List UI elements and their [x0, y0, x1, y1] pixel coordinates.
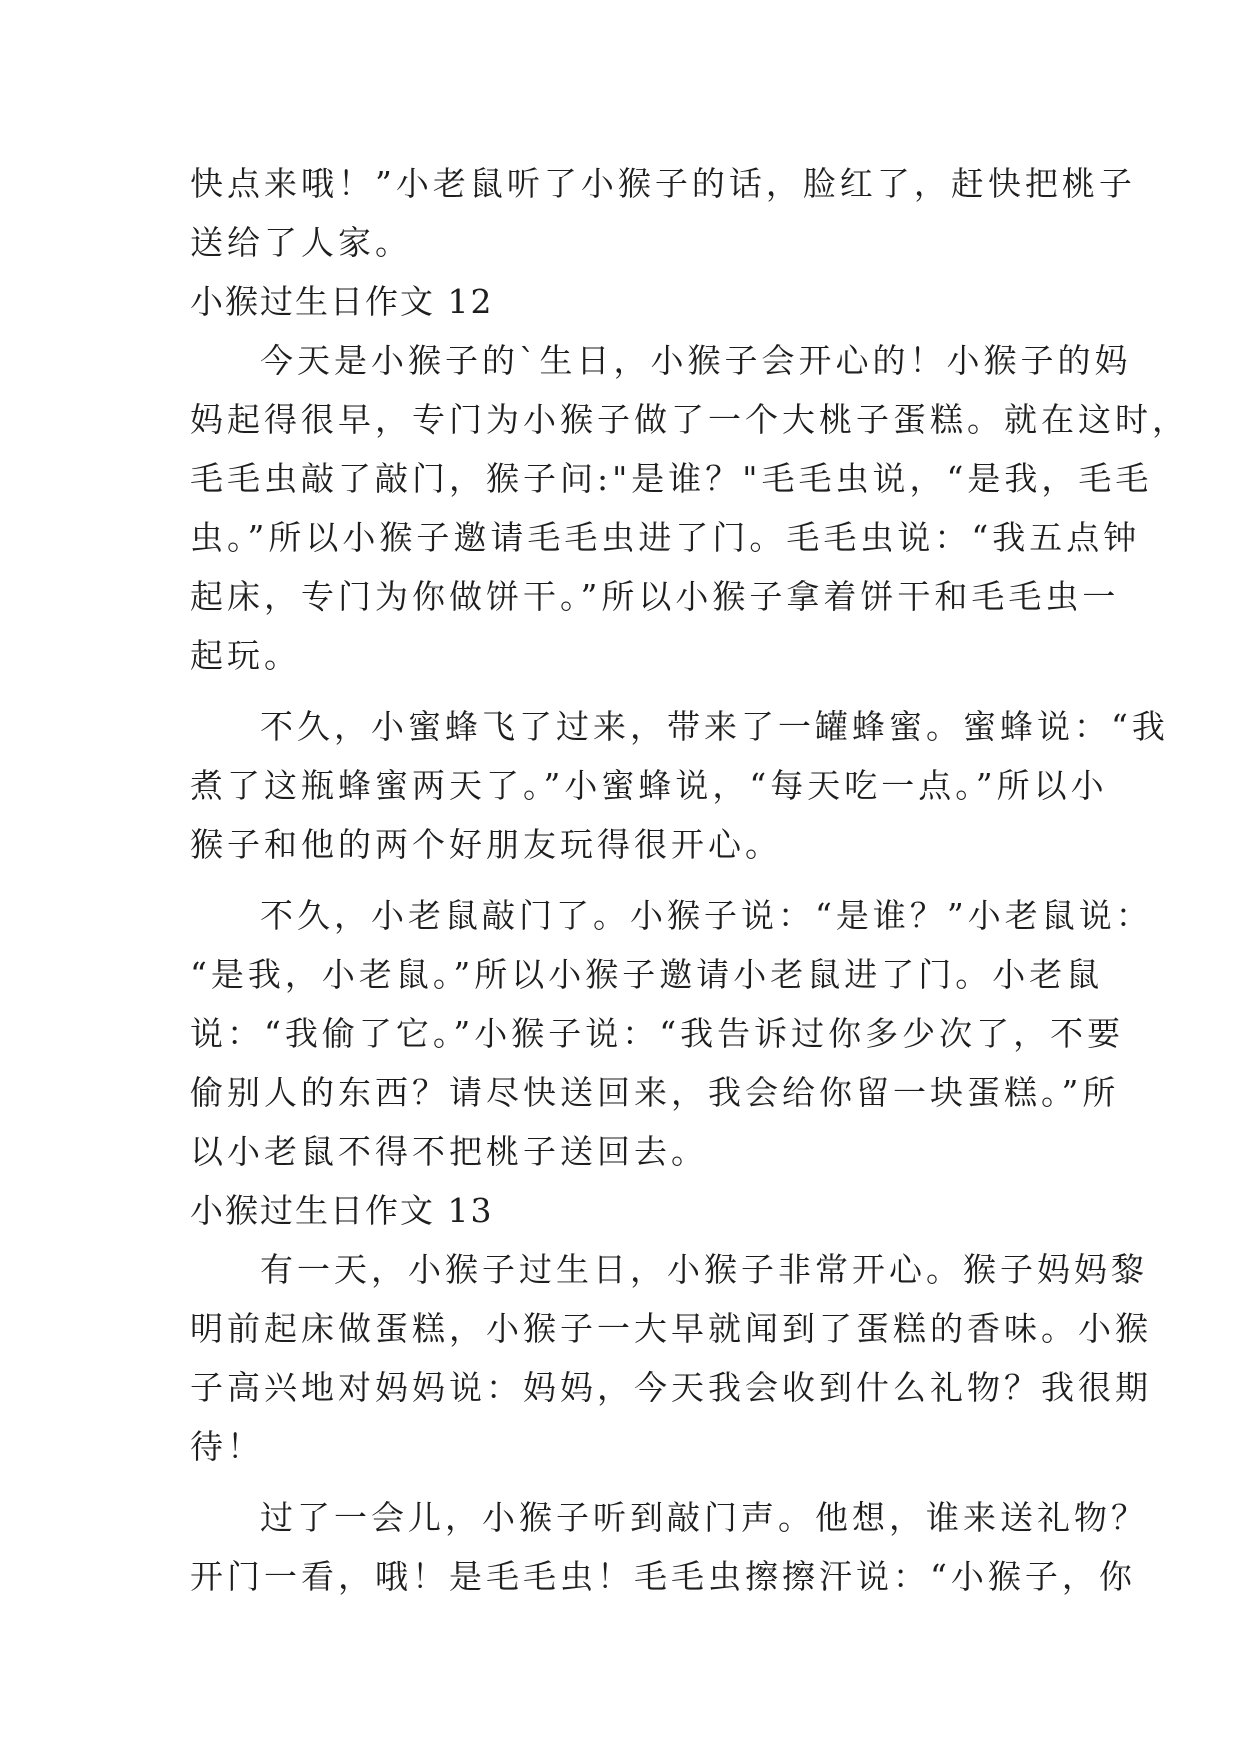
text-line: 开门一看，哦！是毛毛虫！毛毛虫擦擦汗说：“小猴子，你 [190, 1557, 1136, 1596]
text-line: 有一天，小猴子过生日，小猴子非常开心。猴子妈妈黎 [260, 1250, 1148, 1289]
text-line: 明前起床做蛋糕，小猴子一大早就闻到了蛋糕的香味。小猴 [190, 1309, 1152, 1348]
document-body [190, 154, 1189, 1606]
text-line: 过了一会儿，小猴子听到敲门声。他想，谁来送礼物？ [260, 1498, 1148, 1537]
text-line: 起玩。 [190, 636, 301, 675]
text-line: 起床，专门为你做饼干。”所以小猴子拿着饼干和毛毛虫一 [190, 577, 1120, 616]
text-line: 以小老鼠不得不把桃子送回去。 [190, 1132, 708, 1171]
heading-text: 小猴过生日作文 12 [190, 282, 494, 321]
section-heading [190, 272, 1060, 331]
text-line: 煮了这瓶蜂蜜两天了。”小蜜蜂说，“每天吃一点。”所以小 [190, 766, 1108, 805]
text-line: 妈起得很早，专门为小猴子做了一个大桃子蛋糕。就在这时， [190, 400, 1189, 439]
text-line: 虫。”所以小猴子邀请毛毛虫进了门。毛毛虫说：“我五点钟 [190, 518, 1141, 557]
text-line: 今天是小猴子的`生日，小猴子会开心的！小猴子的妈 [260, 341, 1132, 380]
section-heading [190, 1181, 1060, 1240]
paragraph-continued [190, 154, 1136, 272]
text-line: 不久，小老鼠敲门了。小猴子说：“是谁？”小老鼠说： [260, 896, 1153, 935]
text-line: 毛毛虫敲了敲门，猴子问:"是谁？"毛毛虫说，“是我，毛毛 [190, 459, 1153, 498]
paragraph [190, 886, 1153, 1181]
paragraph [190, 1240, 1152, 1476]
text-line: “是我，小老鼠。”所以小猴子邀请小老鼠进了门。小老鼠 [190, 955, 1104, 994]
heading-text: 小猴过生日作文 13 [190, 1191, 494, 1230]
text-line: 猴子和他的两个好朋友玩得很开心。 [190, 825, 782, 864]
paragraph [190, 1488, 1148, 1606]
text-line: 不久，小蜜蜂飞了过来，带来了一罐蜂蜜。蜜蜂说：“我 [260, 707, 1169, 746]
text-line: 子高兴地对妈妈说：妈妈，今天我会收到什么礼物？我很期 [190, 1368, 1152, 1407]
text-line: 偷别人的东西？请尽快送回来，我会给你留一块蛋糕。”所 [190, 1073, 1120, 1112]
text-line: 送给了人家。 [190, 223, 412, 262]
text-line: 快点来哦！”小老鼠听了小猴子的话，脸红了，赶快把桃子 [190, 164, 1136, 203]
text-line: 说：“我偷了它。”小猴子说：“我告诉过你多少次了，不要 [190, 1014, 1125, 1053]
text-line: 待！ [190, 1427, 264, 1466]
paragraph [190, 331, 1189, 685]
paragraph [190, 697, 1169, 874]
